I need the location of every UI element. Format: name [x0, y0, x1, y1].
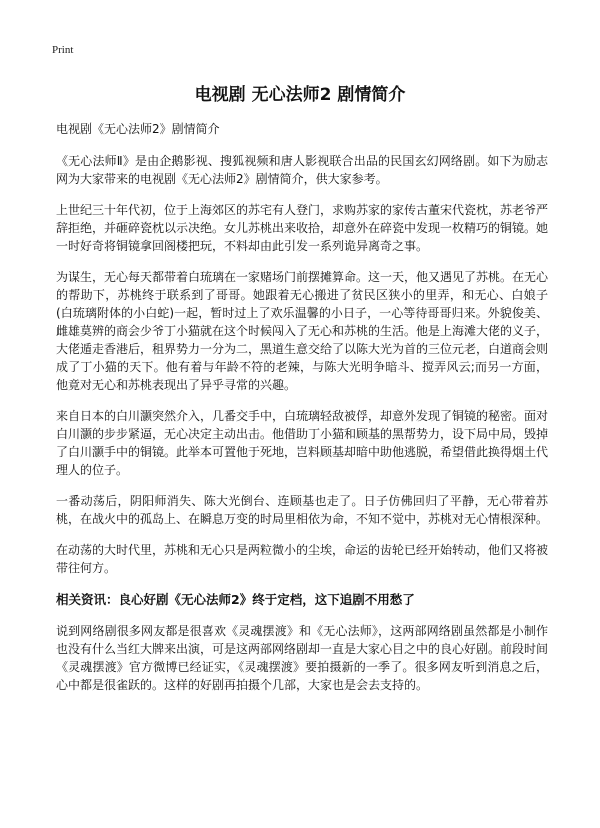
related-news-heading: 相关资讯：良心好剧《无心法师2》终于定档，这下追剧不用愁了 — [56, 592, 415, 607]
paragraph-closing: 说到网络剧很多网友都是很喜欢《灵魂摆渡》和《无心法师》，这两部网络剧虽然都是小制作也没有什么当红大牌来出演，可是这两部网络剧却一直是大家心目之中的良心好剧。前段时间《灵魂摆渡》官方微博已经证实，《灵魂摆渡》要拍摄新的一季了。很多网友听到消息之后，心中都是很雀跃的。这样的好剧再拍摄个几部，大家也是会去支持的。 — [56, 624, 549, 692]
article-subtitle: 电视剧《无心法师2》剧情简介 — [56, 122, 220, 136]
paragraph-1: 上世纪三十年代初，位于上海郊区的苏宅有人登门，求购苏家的家传古董宋代瓷枕，苏老爷严辞拒绝，并砸碎瓷枕以示决绝。女儿苏桃出来收拾，却意外在碎瓷中发现一枚精巧的铜镜。她一时好奇将铜镜拿回阁楼把玩，不料却由此引发一系列诡异离奇之事。 — [56, 203, 549, 253]
paragraph-5: 在动荡的大时代里，苏桃和无心只是两粒微小的尘埃，命运的齿轮已经开始转动，他们又将被带往何方。 — [56, 543, 549, 575]
print-link[interactable]: Print — [52, 44, 74, 56]
paragraph-4: 一番动荡后，阴阳师消失、陈大光倒台、连顾基也走了。日子仿佛回归了平静，无心带着苏桃，在战火中的孤岛上、在瞬息万变的时局里相依为命，不知不觉中，苏桃对无心情根深种。 — [56, 494, 549, 526]
page-title: 电视剧 无心法师2 剧情简介 — [194, 85, 406, 105]
article-body — [56, 120, 548, 707]
paragraph-2: 为谋生，无心每天都带着白琉璃在一家赌场门前摆摊算命。这一天，他又遇见了苏桃。在无心的帮助下，苏桃终于联系到了哥哥。她跟着无心搬进了贫民区狭小的里弄，和无心、白娘子(白琉璃附体的小白蛇)一起，暂时过上了欢乐温馨的小日子，一心等待哥哥归来。外貌俊美、雌雄莫辨的商会少爷丁小猫就在这个时候闯入了无心和苏桃的生活。他是上海滩大佬的义子，大佬遁走香港后，租界势力一分为二，黑道生意交给了以陈大光为首的三位元老，白道商会则成了丁小猫的天下。他有着与年龄不符的老辣，与陈大光明争暗斗、搅弄风云;而另一方面，他竟对无心和苏桃表现出了异乎寻常的兴趣。 — [56, 270, 549, 392]
paragraph-intro: 《无心法师Ⅱ》是由企鹅影视、搜狐视频和唐人影视联合出品的民国玄幻网络剧。如下为励志网为大家带来的电视剧《无心法师2》剧情简介，供大家参考。 — [56, 154, 548, 186]
paragraph-3: 来自日本的白川灏突然介入，几番交手中，白琉璃轻敌被俘，却意外发现了铜镜的秘密。面对白川灏的步步紧逼，无心决定主动出击。他借助丁小猫和顾基的黑帮势力，设下局中局，毁掉了白川灏手中的铜镜。此举本可置他于死地，岂料顾基却暗中助他逃脱，希望借此换得烟土代理人的位子。 — [56, 409, 549, 477]
